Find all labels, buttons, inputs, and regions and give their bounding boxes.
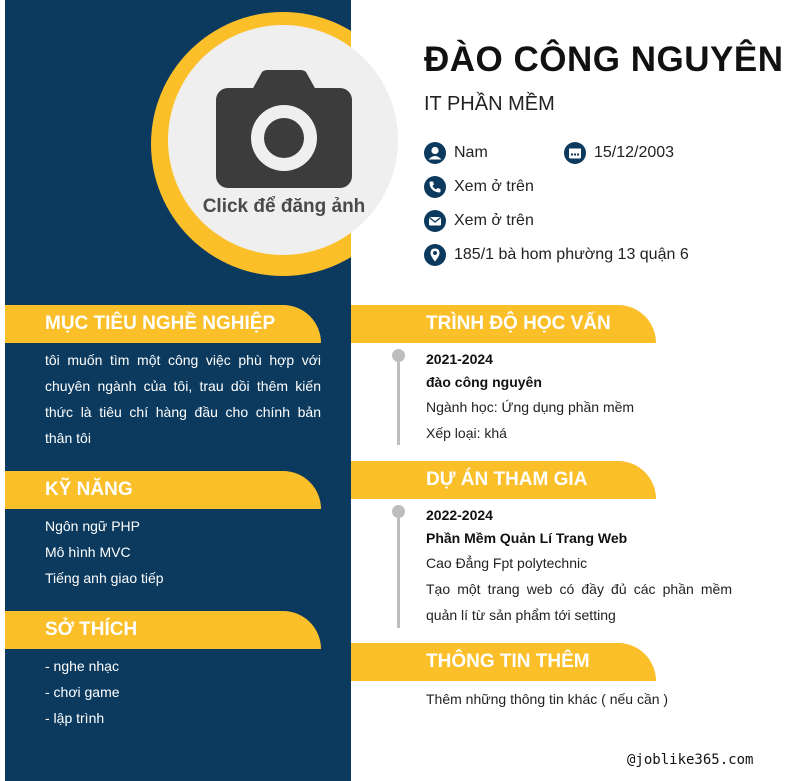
calendar-icon xyxy=(564,142,586,164)
career-objective-text: tôi muốn tìm một công việc phù hợp với chuyên ngành của tôi, trau dồi thêm kiến thức là tiêu chí hàng đầu cho chính bản thân tôi xyxy=(45,352,321,446)
phone-icon xyxy=(424,176,446,198)
education-grade: Xếp loại: khá xyxy=(426,425,507,441)
address-value: 185/1 bà hom phường 13 quận 6 xyxy=(454,246,689,263)
education-period: 2021-2024 xyxy=(426,351,493,367)
projects-title: DỰ ÁN THAM GIA xyxy=(426,469,588,490)
footer-watermark: @joblike365.com xyxy=(627,752,754,768)
education-header xyxy=(351,305,656,343)
additional-info-header xyxy=(351,643,656,681)
skill-item: Tiếng anh giao tiếp xyxy=(45,570,164,586)
skills-list xyxy=(45,513,321,591)
location-icon xyxy=(424,244,446,266)
phone-value: Xem ở trên xyxy=(454,178,534,195)
project-description: Tạo một trang web có đầy đủ các phần mềm quản lí từ sản phẩm tới setting xyxy=(426,581,732,623)
project-org: Cao Đẳng Fpt polytechnic xyxy=(426,555,588,571)
education-major: Ngành học: Ứng dụng phần mềm xyxy=(426,399,635,415)
education-timeline-line xyxy=(397,355,400,445)
hobby-item: - nghe nhạc xyxy=(45,658,119,674)
career-objective-title: MỤC TIÊU NGHỀ NGHIỆP xyxy=(45,313,276,334)
hobby-item: - lập trình xyxy=(45,710,105,726)
hobbies-list xyxy=(45,653,321,731)
user-icon xyxy=(424,142,446,164)
skill-item: Ngôn ngữ PHP xyxy=(45,518,140,534)
education-title: TRÌNH ĐỘ HỌC VẤN xyxy=(426,313,611,334)
projects-timeline-line xyxy=(397,511,400,628)
email-row xyxy=(424,210,534,232)
skills-header xyxy=(5,471,321,509)
email-icon xyxy=(424,210,446,232)
career-objective-header xyxy=(5,305,321,343)
education-school: đào công nguyên xyxy=(426,374,542,390)
skills-title: KỸ NĂNG xyxy=(45,479,133,500)
project-name: Phần Mềm Quản Lí Trang Web xyxy=(426,530,628,546)
projects-header xyxy=(351,461,656,499)
skill-item: Mô hình MVC xyxy=(45,544,131,560)
birthdate-value: 15/12/2003 xyxy=(594,144,675,161)
hobbies-header xyxy=(5,611,321,649)
additional-info-title: THÔNG TIN THÊM xyxy=(426,651,590,672)
upload-photo-label[interactable]: Click để đăng ảnh xyxy=(202,196,366,217)
email-value: Xem ở trên xyxy=(454,212,534,229)
birthdate-row xyxy=(564,142,674,164)
phone-row xyxy=(424,176,534,198)
gender-row xyxy=(424,142,488,164)
camera-icon[interactable] xyxy=(216,70,352,188)
job-title: IT PHẦN MỀM xyxy=(424,93,555,115)
hobbies-title: SỞ THÍCH xyxy=(45,619,138,640)
candidate-name: ĐÀO CÔNG NGUYÊN xyxy=(424,40,784,79)
address-row xyxy=(424,244,689,266)
hobby-item: - chơi game xyxy=(45,684,120,700)
project-period: 2022-2024 xyxy=(426,507,493,523)
gender-value: Nam xyxy=(454,144,488,161)
additional-info-text: Thêm những thông tin khác ( nếu cần ) xyxy=(426,691,669,707)
